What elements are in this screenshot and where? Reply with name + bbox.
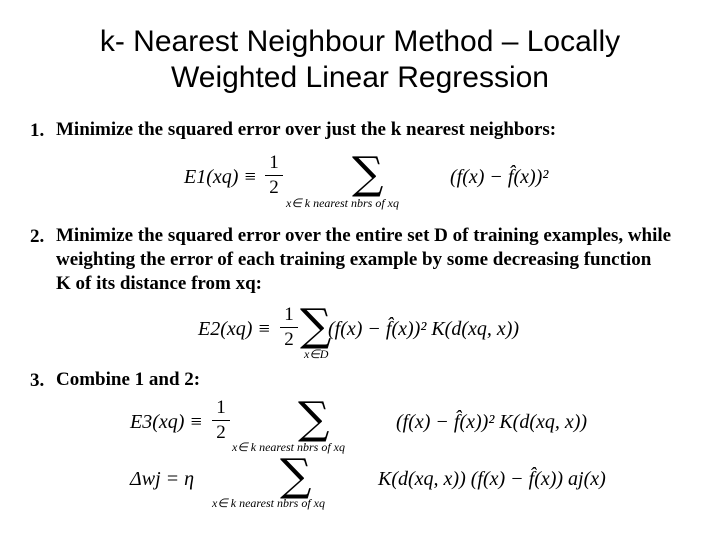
item-1-text xyxy=(56,118,556,142)
equation-2-sum-subscript: x∈D xyxy=(304,347,329,361)
equation-2-sum-sign: ∑ xyxy=(300,300,332,351)
equation-3-sum-subscript: x∈ k nearest nbrs of xq xyxy=(232,440,345,454)
equation-3-fraction xyxy=(212,397,230,444)
equation-3-frac-den: 2 xyxy=(216,422,226,443)
equation-2-frac-den: 2 xyxy=(284,329,294,350)
item-3-line: Combine 1 and 2: xyxy=(56,369,201,390)
fraction-bar xyxy=(265,175,283,176)
equation-2-rhs: (f(x) − f̂(x))² K(d(xq, x)) xyxy=(328,318,520,340)
equation-4-lhs: Δwj = η xyxy=(130,468,195,490)
equation-1-fraction xyxy=(265,152,283,199)
item-2-text xyxy=(56,224,671,296)
equation-4-sum-sign: ∑ xyxy=(280,450,312,501)
equation-1-sum-sign: ∑ xyxy=(352,148,384,199)
item-2-line-3: K of its distance from xq: xyxy=(56,273,262,294)
equation-1-sum-subscript: x∈ k nearest nbrs of xq xyxy=(286,196,399,210)
fraction-bar xyxy=(280,327,298,328)
slide-title xyxy=(0,24,720,96)
item-2-line-2: weighting the error of each training example by some decreasing function xyxy=(56,249,652,270)
equation-2-fraction xyxy=(280,304,298,351)
equation-3-rhs: (f(x) − f̂(x))² K(d(xq, x)) xyxy=(396,411,588,433)
equation-4-rhs: K(d(xq, x)) (f(x) − f̂(x)) aj(x) xyxy=(378,468,606,490)
slide-title-line-1: k- Nearest Neighbour Method – Locally xyxy=(99,25,621,58)
item-2-line-1: Minimize the squared error over the entire set D of training examples, while xyxy=(56,225,672,246)
item-3-number: 3. xyxy=(30,370,45,391)
equation-3-lhs: E3(xq) ≡ xyxy=(130,411,203,433)
equation-1-frac-num: 1 xyxy=(269,152,279,173)
item-1-line: Minimize the squared error over just the k nearest neighbors: xyxy=(56,119,557,140)
equation-1-frac-den: 2 xyxy=(269,177,279,198)
equation-2-lhs: E2(xq) ≡ xyxy=(198,318,271,340)
item-3-text xyxy=(56,368,200,392)
equation-2-frac-num: 1 xyxy=(284,304,294,325)
equation-3-sum-sign: ∑ xyxy=(298,393,330,444)
item-1-number: 1. xyxy=(30,120,45,141)
fraction-bar xyxy=(212,420,230,421)
equation-4-sum-subscript: x∈ k nearest nbrs of xq xyxy=(212,496,325,510)
slide-title-line-2: Weighted Linear Regression xyxy=(170,61,549,94)
item-2-number: 2. xyxy=(30,226,45,247)
equation-1-lhs: E1(xq) ≡ xyxy=(184,166,257,188)
equation-3-frac-num: 1 xyxy=(216,397,226,418)
equation-1-rhs: (f(x) − f̂(x))² xyxy=(450,166,549,188)
